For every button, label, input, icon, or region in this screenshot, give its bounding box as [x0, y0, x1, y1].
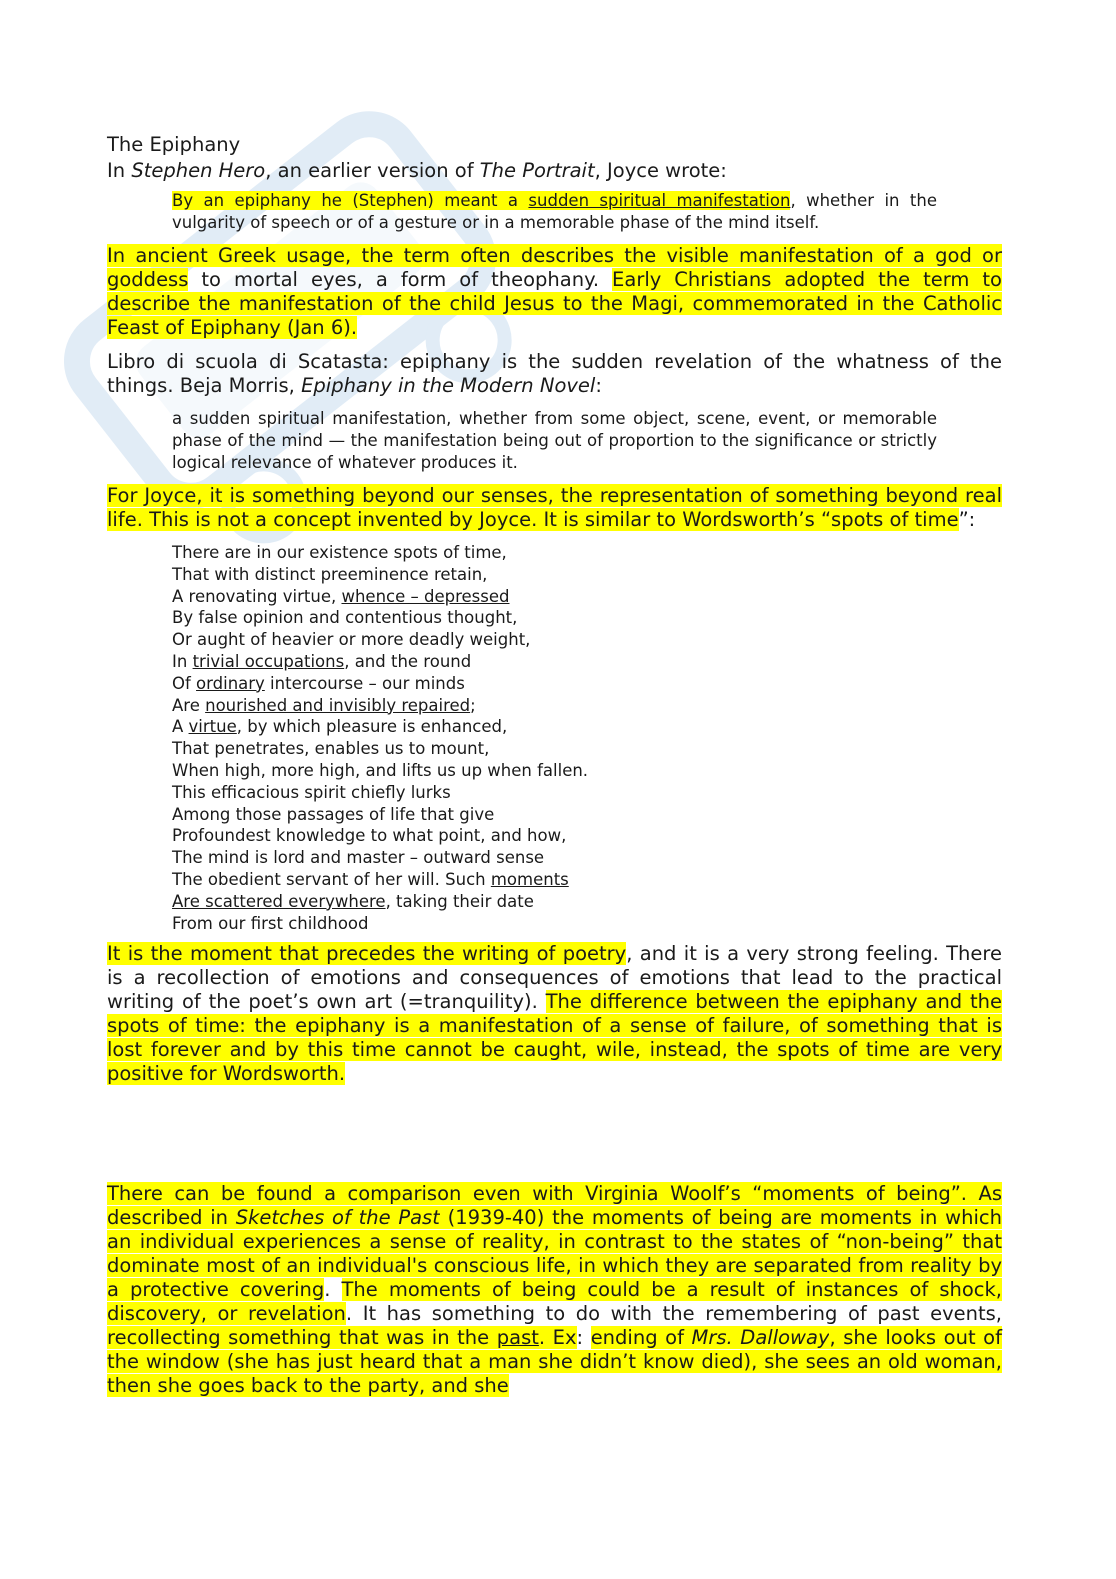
highlight: There can be found a comparison even with Virginia Woolf’s “moments of being”. As described in: [107, 1182, 1002, 1230]
poem-line: That with distinct preeminence retain,: [172, 564, 488, 584]
poem-line: By false opinion and contentious thought,: [172, 608, 518, 628]
paragraph-scatasta: Libro di scuola di Scatasta: epiphany is the sudden revelation of the whatness of the things. Beja Morris, Epiphany in the Modern Novel:: [107, 350, 1002, 397]
highlight: , she looks out of the window (she has just heard that a man she didn’t know died), she sees an old woman, then she goes back to the party, and she: [107, 1326, 1002, 1398]
highlight: . Ex: [538, 1326, 577, 1350]
spacer: [107, 1096, 1002, 1174]
poem-line: The obedient servant of her will. Such moments: [172, 869, 569, 889]
paragraph-greek-usage: In ancient Greek usage, the term often describes the visible manifestation of a god or goddess to mortal eyes, a form of theophany. Early Christians adopted the term to describe the manifestation of the child Jesus to the Magi, commemorated in the Catholic Feast of Epiphany (Jan 6).: [107, 244, 1002, 339]
highlight: (1939-40) the moments of being are moments in which an individual experiences a sense of reality, in contrast to the states of “non-being” that dominate most of an individual's conscious life, in which they are separated from reality by a protective covering: [107, 1206, 1002, 1302]
highlight: Early Christians adopted the term to describe the manifestation of the child Jesus to the Magi, commemorated in the Catholic Feast of Epiphany (Jan 6).: [107, 268, 1002, 339]
work-title: Sketches of the Past: [235, 1206, 440, 1230]
highlight: For Joyce, it is something beyond our senses, the representation of something beyond real life. This is not a concept invented by Joyce. It is similar to Wordsworth’s “spots of time: [107, 484, 1002, 531]
highlight-underlined: past: [496, 1326, 539, 1350]
poem-line: Of ordinary intercourse – our minds: [172, 673, 465, 693]
highlight: The difference between the epiphany and the spots of time: the epiphany is a manifestation of a sense of failure, of something that is lost forever and by this time cannot be caught, wile, instead, the spots of time are very positive for Wordsworth.: [107, 990, 1002, 1086]
paragraph-woolf: There can be found a comparison even with Virginia Woolf’s “moments of being”. As described in Sketches of the Past (1939-40) the moments of being are moments in which an individual experiences a sense of reality, in contrast to the states of “non-being” that dominate most of an individual's conscious life, in which they are separated from reality by a protective covering. The moments of being could be a result of instances of shock, discovery, or revelation. It has something to do with the remembering of past events, recollecting something that was in the past. Ex: ending of Mrs. Dalloway, she looks out of the window (she has just heard that a man she didn’t know died), she sees an old woman, then she goes back to the party, and she: [107, 1182, 1002, 1398]
poem-line: There are in our existence spots of time,: [172, 543, 507, 562]
work-title: Stephen Hero: [131, 159, 266, 182]
poem-line: That penetrates, enables us to mount,: [172, 739, 490, 759]
poem-line: Are scattered everywhere, taking their date: [172, 891, 534, 911]
work-title: Epiphany in the Modern Novel: [301, 374, 596, 397]
highlight: recollecting something that was in the: [107, 1326, 497, 1350]
paragraph-joyce: For Joyce, it is something beyond our senses, the representation of something beyond real life. This is not a concept invented by Joyce. It is similar to Wordsworth’s “spots of time”:: [107, 484, 1002, 531]
work-title: Mrs. Dalloway: [691, 1326, 830, 1350]
block-quote: By an epiphany he (Stephen) meant a sudden spiritual manifestation, whether in the vulgarity of speech or of a gesture or in a memorable phase of the mind itself.: [172, 191, 937, 232]
poem-line: A renovating virtue, whence – depressed: [172, 586, 510, 606]
poem-line: Among those passages of life that give: [172, 804, 495, 824]
poem-line: From our first childhood: [172, 913, 369, 933]
highlight: In ancient Greek usage, the term often describes the visible manifestation of a god or goddess: [107, 244, 1002, 291]
poem-line: Are nourished and invisibly repaired;: [172, 695, 476, 715]
document-page: [107, 132, 1002, 1408]
paragraph-moment: It is the moment that precedes the writing of poetry, and it is a very strong feeling. There is a recollection of emotions and consequences of emotions that lead to the practical writing of the poet’s own art (=tranquility). The difference between the epiphany and the spots of time: the epiphany is a manifestation of a sense of failure, of something that is lost forever and by this time cannot be caught, wile, instead, the spots of time are very positive for Wordsworth.: [107, 942, 1003, 1086]
poem-line: The mind is lord and master – outward sense: [172, 848, 545, 868]
highlight: It is the moment that precedes the writing of poetry: [107, 942, 627, 966]
highlight: The moments of being could be a result of instances of shock, discovery, or revelation: [107, 1278, 1002, 1326]
poem: [172, 542, 1002, 934]
intro-line: In Stephen Hero, an earlier version of The Portrait, Joyce wrote:: [107, 159, 727, 182]
document-title: The Epiphany: [107, 133, 241, 156]
poem-line: In trivial occupations, and the round: [172, 651, 472, 671]
highlight-underlined: sudden spiritual manifestation: [528, 191, 791, 210]
highlight: By an epiphany he (Stephen) meant a: [172, 191, 529, 210]
poem-line: A virtue, by which pleasure is enhanced,: [172, 717, 508, 737]
work-title: The Portrait: [479, 159, 595, 182]
poem-line: When high, more high, and lifts us up when fallen.: [172, 760, 589, 780]
highlight: ending of: [590, 1326, 692, 1350]
poem-line: Profoundest knowledge to what point, and how,: [172, 826, 567, 846]
poem-line: Or aught of heavier or more deadly weight,: [172, 630, 531, 650]
poem-line: This efficacious spirit chiefly lurks: [172, 782, 451, 802]
block-quote: a sudden spiritual manifestation, whether from some object, scene, event, or memorable phase of the mind — the manifestation being out of proportion to the significance or strictly logical relevance of whatever produces it.: [172, 409, 937, 472]
